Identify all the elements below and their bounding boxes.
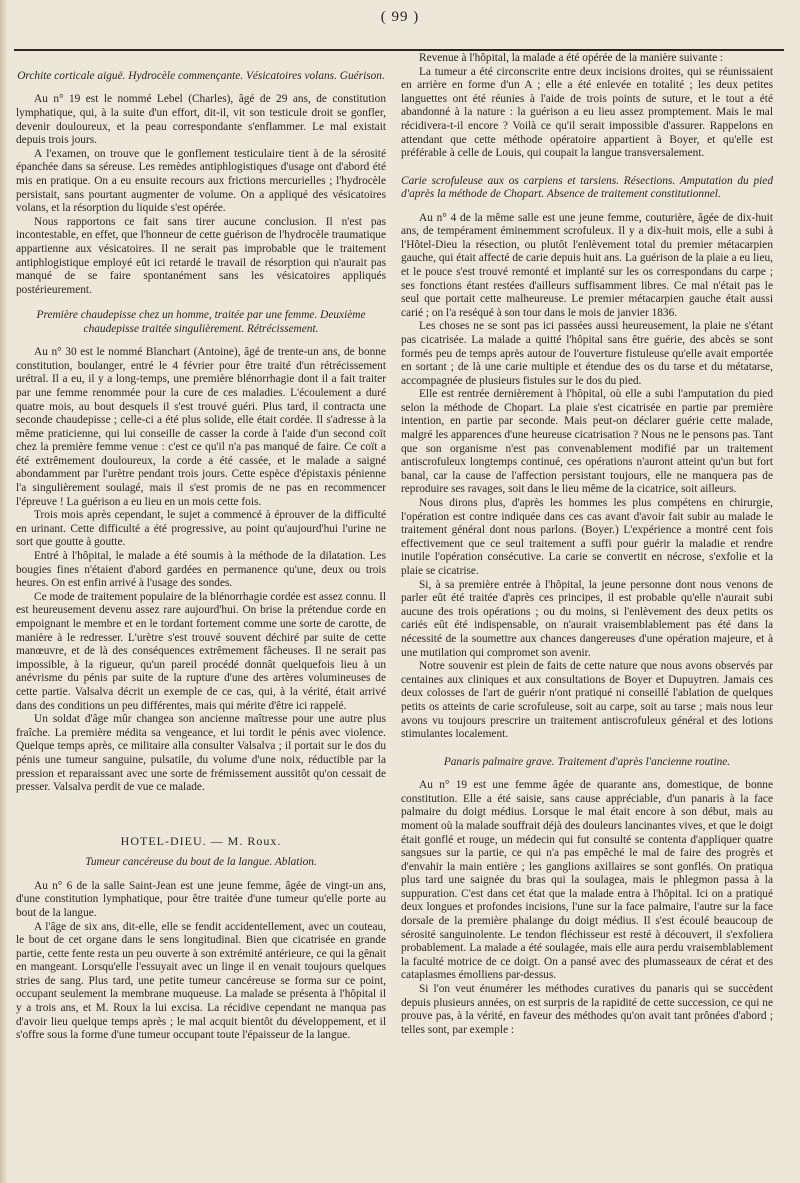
paragraph: La tumeur a été circonscrite entre deux incisions droites, qui se réunissaient en arrière en forme d'un A ; elle a été enlevée en totalité ; les deux petites languettes ont été réunies à l'aide de trois points de suture, et le tout a été abandonné à la nature : la guérison a eu lieu assez promptement. Mais le mal récidivera-t-il encore ? Voilà ce qu'il serait impossible d'assurer. Rappelons en attendant que cette méthode opératoire appartient à Boyer, et qu'elle est préférable à celle de Louis, qui coupait la langue transversalement. bbox=[401, 65, 773, 160]
paragraph: Au n° 6 de la salle Saint-Jean est une jeune femme, âgée de vingt-un ans, d'une constitution lymphatique, pour être traitée d'une tumeur qu'elle porte au bout de la langue. bbox=[16, 879, 386, 919]
paragraph: Entré à l'hôpital, le malade a été soumis à la méthode de la dilatation. Les bougies fines n'étaient d'abord gardées en permanence qu'une, deux ou trois heures. On est enfin arrivé à l'usage des sondes. bbox=[16, 550, 386, 590]
header-rule bbox=[14, 49, 784, 51]
article-title-chaudepisse: Première chaudepisse chez un homme, traitée par une femme. Deuxième chaudepisse traitée singulièrement. Rétrécissement. bbox=[36, 309, 366, 335]
hospital-section-header: HOTEL-DIEU. — M. Roux. bbox=[120, 833, 282, 848]
paragraph: Au n° 30 est le nommé Blanchart (Antoine), âgé de trente-un ans, de bonne constitution, boulanger, entré le 4 février pour être traité d'un rétrécissement urétral. Il a eu, il y a long-temps, une première blénorrhagie dont il a fait traiter par une femme renommée pour la cure de ces maladies. L'écoulement a duré quatre mois, au bout desquels il s'est trouvé guéri. Plus tard, il contracta une seconde chaudepisse ; celle-ci a été plus solide, elle était cordée. Il s'adresse à la même praticienne, qui lui conseille de casser la corde à l'aide d'un second coït chez la première femme venue : c'est ce qu'il n'a pas manqué de faire. Ce coït a été extrêmement douloureux, la corde a été cassée, et le malade a saigné abondamment par l'urètre pendant trois jours. Cette espèce d'épistaxis pénienne l'a singulièrement soulagé, mais il s'est promis de ne pas en recommencer l'épreuve ! La guérison a eu lieu en un mois cette fois. bbox=[16, 346, 386, 508]
paragraph: Notre souvenir est plein de faits de cette nature que nous avons observés par centaines aux cliniques et aux consultations de Boyer et Dupuytren. Jamais ces deux colosses de l'art de guérir n'ont pratiqué ni conseillé l'ablation de quelques petits os atteints de carie scrofuleuse, soit au carpe, soit au tarse ; mais nous leur avons vu toujours prescrire un traitement antiscrofuleux général et des lotions stimulantes localement. bbox=[401, 660, 773, 741]
left-column bbox=[16, 52, 386, 1043]
paragraph: Si, à sa première entrée à l'hôpital, la jeune personne dont nous venons de parler eût été traitée d'après ces principes, il est probable qu'elle n'aurait subi aucune des trois opérations ; ou du moins, si l'enlèvement des deux petits os cariés eût été indispensable, on n'aurait vraisemblablement pas été dans la nécessité de la soumettre aux chances dangereuses d'une opération majeure, et à une mutilation qui compromet son avenir. bbox=[401, 578, 773, 659]
paragraph: Si l'on veut énumérer les méthodes curatives du panaris qui se succèdent depuis plusieurs années, on est surpris de la rapidité de cette succession, ce qui ne prouve pas, à la vérité, en faveur des méthodes qu'on avait tant prônées d'abord ; telles sont, par exemple : bbox=[401, 983, 773, 1036]
paragraph: A l'examen, on trouve que le gonflement testiculaire tient à de la sérosité épanchée dans sa séreuse. Les remèdes antiphlogistiques d'usage ont d'abord été mis en pratique. On a eu ensuite recours aux frictions mercurielles ; l'hydrocèle persistait, sans pourtant augmenter de volume. On a appliqué des vésicatoires volans, et la résorption du liquide s'est opérée. bbox=[16, 147, 386, 215]
paragraph: Au n° 4 de la même salle est une jeune femme, couturière, âgée de dix-huit ans, de tempérament éminemment scrofuleux. Il y a dix-huit mois, elle a subi à l'Hôtel-Dieu la résection, ou plutôt l'enlèvement total du premier métacarpien gauche, qui était affecté de carie depuis huit ans. La guérison de la plaie a eu lieu, et le pouce s'est trouvé remonté et implanté sur les os correspondans du carpe ; ses fonctions étant restées d'ailleurs suffisamment libres. Ce mal n'était pas le seul que portait cette malheureuse. Le premier métacarpien gauche était aussi carié ; on l'a reséqué à son tour dans le mois de janvier 1836. bbox=[401, 211, 773, 319]
page-gutter-shadow bbox=[0, 0, 8, 1183]
paragraph: Au n° 19 est une femme âgée de quarante ans, domestique, de bonne constitution. Elle a été saisie, sans cause appréciable, d'un panaris à la face palmaire du doigt médius. Lorsque le mal était encore à son début, mais au moment où la malade souffrait déjà des douleurs lancinantes vives, et que le doigt était gonflé et rouge, un médecin qui fut consulté se contenta d'appliquer quatre sangsues sur la partie, ce qui n'a pas empêché le mal de faire des progrès et d'envahir la main entière ; les ganglions axillaires se sont gonflés. On pratiqua plus tard une saignée du bras qui la soulagea, mais le phlegmon passa à la suppuration. C'est dans cet état que la malade entra à l'hôpital. Ici on a pratiqué deux longues et profondes incisions, l'une sur la face palmaire, l'autre sur la face dorsale de la première phalange du doigt médius. Il s'est écoulé beaucoup de sérosité sanguinolente. Le tendon fléchisseur est resté à découvert, il s'exfoliera probablement. La malade a été soulagée, mais elle aura perdu vraisemblablement la faculté motrice de ce doigt. On a pansé avec des plumasseaux de cérat et des cataplasmes émolliens par-dessus. bbox=[401, 779, 773, 982]
paragraph: Les choses ne se sont pas ici passées aussi heureusement, la plaie ne s'étant pas cicatrisée. La malade a quitté l'hôpital sans être guérie, des abcès se sont formés peu de temps après autour de l'ouverture fistuleuse qu'elle avait emportée en sortant ; de là une carie multiple et étendue des os du tarse et du métatarse, accompagnée de plusieurs fistules sur le dos du pied. bbox=[401, 320, 773, 387]
paragraph: Nous dirons plus, d'après les hommes les plus compétens en chirurgie, l'opération est contre indiquée dans ces cas avant d'avoir fait subir au malade le traitement général dont nous parlons. (Boyer.) L'expérience a montré cent fois effectivement que ce seul traitement a suffi pour guérir la maladie et rendre inutile l'opération consécutive. La carie se convertit en nécrose, s'exfolie et la plaie se cicatrise. bbox=[401, 497, 773, 577]
paragraph: A l'âge de six ans, dit-elle, elle se fendit accidentellement, avec un couteau, le bout de cet organe dans le sens longitudinal. Bien que cicatrisée en grande partie, cette fente resta un peu ouverte à son extrémité antérieure, ce qui la gênait en mangeant. Lorsqu'elle l'essuyait avec un linge il en venait toujours quelques stries de sang. Plus tard, une petite tumeur cancéreuse se forma sur ce point, occupant seulement la membrane muqueuse. La malade se présenta à l'hôpital il y a trois ans, et M. Roux la lui excisa. La récidive cependant ne manqua pas d'avoir lieu quelque temps après ; le mal acquit bientôt du développement, et il s'offre sous la forme d'une tumeur occupant toute l'épaisseur de la langue. bbox=[16, 920, 386, 1042]
page-number: ( 99 ) bbox=[380, 9, 420, 25]
paragraph: Elle est rentrée dernièrement à l'hôpital, où elle a subi l'amputation du pied selon la méthode de Chopart. La plaie s'est cicatrisée en partie par première intention, en partie par seconde. Mais peut-on déclarer guérie cette malade, malgré les apparences d'une heureuse cicatrisation ? Nous ne le pensons pas. Tant que son organisme n'est pas convenablement modifié par un traitement antiscrofuleux longtemps continué, ces opérations n'auront atteint qu'un but fort banal, car la cause de l'affection persistant toujours, elle ne manquera pas de reproduire ses ravages, soit dans le lieu même de la cicatrice, soit ailleurs. bbox=[401, 388, 773, 496]
paragraph: Trois mois après cependant, le sujet a commencé à éprouver de la difficulté en urinant. Cette difficulté a été progressive, au point qu'aujourd'hui l'urine ne sort que goutte à goutte. bbox=[16, 509, 386, 549]
paragraph: Revenue à l'hôpital, la malade a été opérée de la manière suivante : bbox=[419, 52, 724, 64]
paragraph: Un soldat d'âge mûr changea son ancienne maîtresse pour une autre plus fraîche. La première médita sa vengeance, et lui tordit le pénis avec violence. Quelque temps après, ce militaire alla consulter Valsalva ; il portait sur le dos du pénis une tumeur sanguine, pulsatile, du volume d'une noix, réductible par la pression et reparaissant avec une sorte de frémissement aussitôt qu'on cessait de presser. Valsalva perdit de vue ce malade. bbox=[16, 713, 386, 794]
right-column bbox=[401, 52, 773, 1037]
paragraph: Ce mode de traitement populaire de la blénorrhagie cordée est assez connu. Il est heureusement devenu assez rare aujourd'hui. On brise la prétendue corde en empoignant le membre et en le tordant fortement comme une sorte de carotte, de manière à le redresser. L'urètre s'est trouvé souvent déchiré par suite de cette manœuvre, et de là des conséquences extrêmement fâcheuses. Il ne serait pas impossible, à la rigueur, qu'un pareil procédé donnât quelquefois lieu à un anévrisme du pénis par suite de la rupture d'une des artères volumineuses de cette partie. Valsalva décrit un exemple de ce cas, qui, à la vérité, était arrivé dans des conditions un peu différentes, mais qui mérite d'être ici rappelé. bbox=[16, 590, 386, 712]
article-title-tumeur: Tumeur cancéreuse du bout de la langue. Ablation. bbox=[85, 856, 317, 869]
article-title-panaris: Panaris palmaire grave. Traitement d'après l'ancienne routine. bbox=[443, 755, 731, 768]
paragraph: Au n° 19 est le nommé Lebel (Charles), âgé de 29 ans, de constitution lymphatique, qui, à la suite d'un effort, dit-il, vit son testicule droit se gonfler, devenir douloureux, et la peau correspondante s'enflammer. Le mal existait depuis trois jours. bbox=[16, 93, 386, 147]
paragraph: Nous rapportons ce fait sans tirer aucune conclusion. Il n'est pas incontestable, en effet, que l'honneur de cette guérison de l'hydrocèle traumatique appartienne aux vésicatoires. Il ne serait pas improbable que le traitement antiphlogistique employé eût ici retardé le travail de résorption qui n'aurait pas manqué de se faire spontanément sans les vésicatoires appliqués postérieurement. bbox=[16, 215, 386, 296]
article-title-carie: Carie scrofuleuse aux os carpiens et tarsiens. Résections. Amputation du pied d'après la méthode de Chopart. Absence de traitement constitutionnel. bbox=[401, 174, 773, 201]
article-title-orchite: Orchite corticale aiguë. Hydrocèle commençante. Vésicatoires volans. Guérison. bbox=[17, 70, 385, 82]
